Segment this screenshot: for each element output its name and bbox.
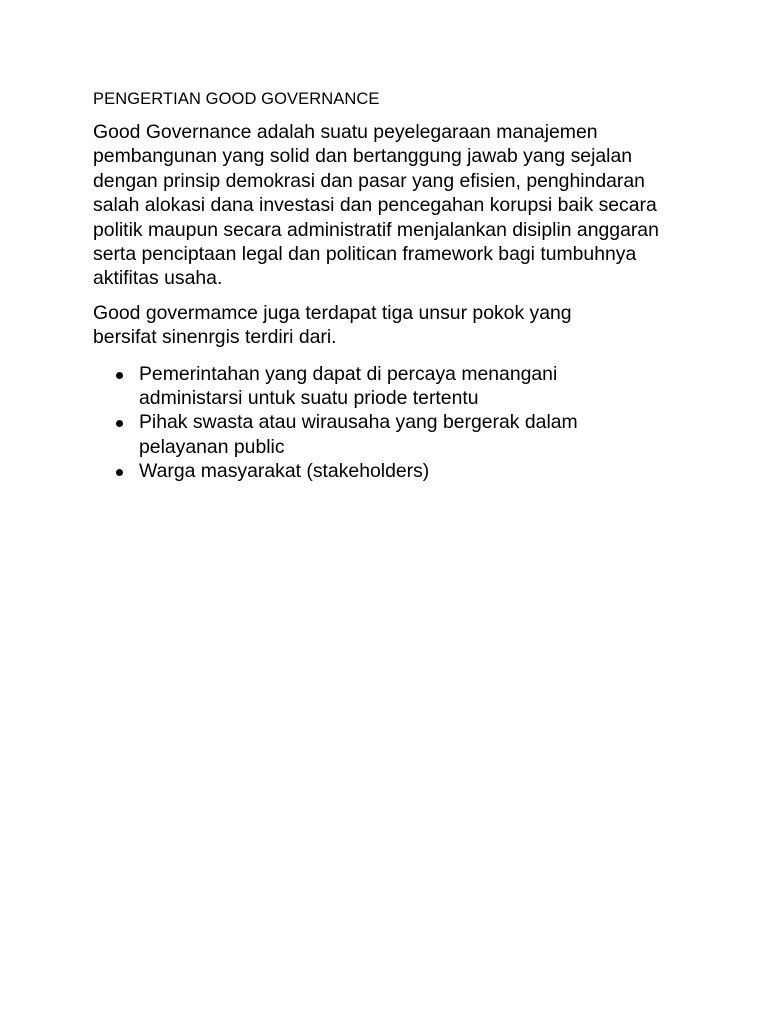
- document-page: [93, 88, 693, 484]
- paragraph-definition: Good Governance adalah suatu peyelegaraan manajemen pembangunan yang solid dan bertanggung jawab yang sejalan dengan prinsip demokrasi dan pasar yang efisien, penghindaran salah alokasi dana investasi dan pencegahan korupsi baik secara politik maupun secara administratif menjalankan disiplin anggaran serta penciptaan legal dan politican framework bagi tumbuhnya aktifitas usaha.: [93, 121, 659, 290]
- document-heading: PENGERTIAN GOOD GOVERNANCE: [93, 90, 380, 108]
- list-item-text: Pihak swasta atau wirausaha yang bergerak dalam pelayanan public: [139, 411, 578, 458]
- list-item: [93, 362, 619, 411]
- list-item: [93, 459, 619, 483]
- bullet-dot-icon: [116, 372, 123, 379]
- list-item-text: Warga masyarakat (stakeholders): [139, 460, 430, 483]
- list-item: [93, 410, 619, 459]
- bullet-dot-icon: [116, 469, 123, 476]
- bullet-dot-icon: [116, 420, 123, 427]
- paragraph-elements-intro: Good govermamce juga terdapat tiga unsur pokok yang bersifat sinenrgis terdiri dari.: [93, 301, 572, 349]
- list-item-text: Pemerintahan yang dapat di percaya menangani administarsi untuk suatu priode tertentu: [139, 362, 558, 410]
- elements-bullet-list: [93, 362, 693, 484]
